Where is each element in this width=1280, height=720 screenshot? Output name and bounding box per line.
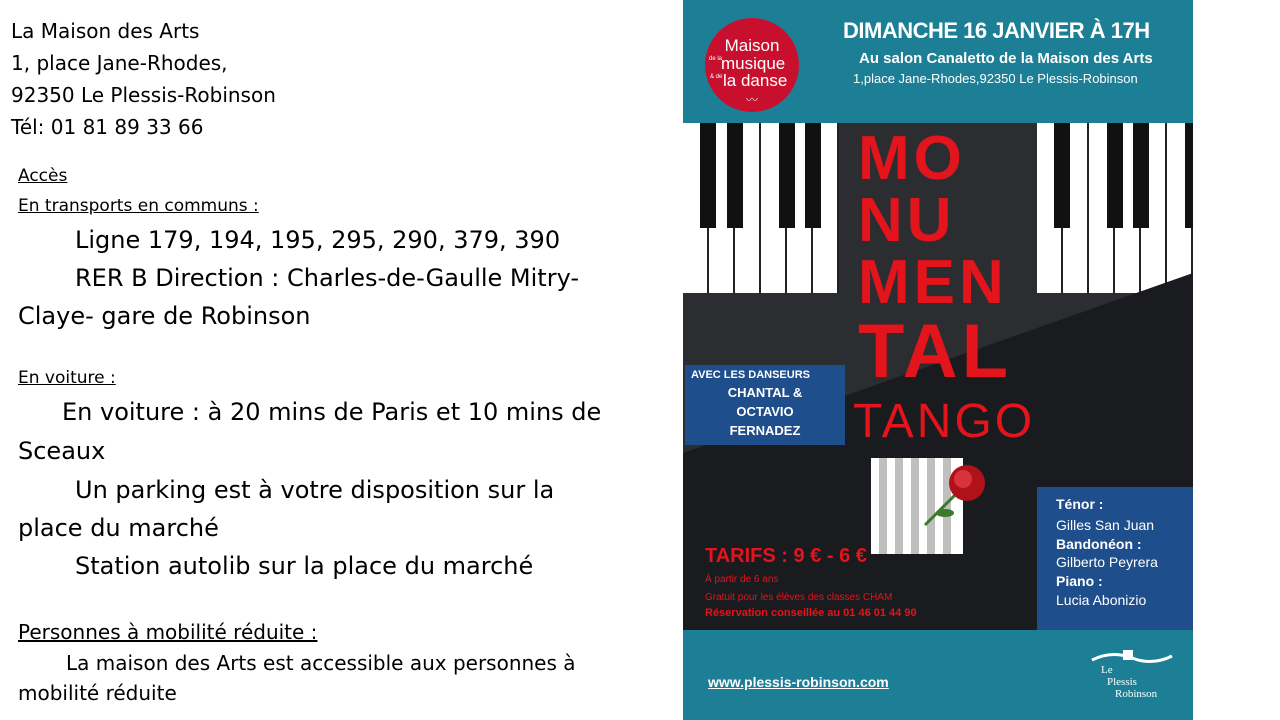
bandoneon-label: Bandonéon : [1056,536,1142,552]
venue-name: La Maison des Arts [11,19,200,43]
tarifs-free: Gratuit pour les élèves des classes CHAM [705,592,893,603]
car-heading: En voiture : [18,368,116,388]
logo-small-1: de la [709,56,723,62]
event-venue-address: 1,place Jane-Rhodes,92350 Le Plessis-Robinson [853,71,1138,86]
title-line-2: NU [858,186,956,255]
dancers-line-2: OCTAVIO [736,404,794,419]
venue-phone: Tél: 01 81 89 33 66 [11,115,204,139]
event-poster [683,0,1193,720]
city-logo-line-3: Robinson [1115,688,1158,700]
pmr-line-2: mobilité réduite [18,681,177,705]
piano-name: Lucia Abonizio [1056,592,1147,608]
logo-line-2: musique [721,54,786,73]
parking-line-1: Un parking est à votre disposition sur la [75,476,555,504]
rer-line-2: Claye- gare de Robinson [18,302,311,330]
plessis-robinson-logo [1087,648,1177,712]
musicians-box [1037,487,1193,630]
bandoneon-name: Gilberto Peyrera [1056,554,1158,570]
dancers-box [685,365,845,445]
pmr-heading: Personnes à mobilité réduite : [18,620,318,644]
venue-city: 92350 Le Plessis-Robinson [11,83,276,107]
logo-line-1: Maison [724,36,780,55]
car-line-2: Sceaux [18,437,106,465]
event-date: DIMANCHE 16 JANVIER À 17H [843,18,1150,43]
maison-musique-danse-logo [705,18,799,112]
autolib-line: Station autolib sur la place du marché [75,552,534,580]
wave-icon: 〰 [745,93,758,107]
tenor-name: Gilles San Juan [1056,517,1155,533]
tarifs: TARIFS : 9 € - 6 € [705,545,867,567]
tarifs-reservation: Réservation conseillée au 01 46 01 44 90 [705,607,917,619]
dancers-line-3: FERNADEZ [729,423,801,438]
logo-line-3: la danse [723,71,788,90]
piano-label: Piano : [1056,573,1103,589]
title-line-1: MO [858,124,966,193]
tenor-label: Ténor : [1056,496,1104,512]
transport-heading: En transports en communs : [18,196,259,216]
event-venue: Au salon Canaletto de la Maison des Arts [859,50,1153,67]
title-line-3: MEN [858,248,1008,317]
poster-subtitle: TANGO [853,395,1036,448]
venue-street: 1, place Jane-Rhodes, [11,51,228,75]
pmr-line-1: La maison des Arts est accessible aux personnes à [66,651,576,675]
parking-line-2: place du marché [18,514,219,542]
car-line-1: En voiture : à 20 mins de Paris et 10 mins de [62,398,602,426]
bus-lines: Ligne 179, 194, 195, 295, 290, 379, 390 [75,226,561,254]
logo-small-2: & de [710,74,723,80]
rose-icon [915,455,995,535]
tarifs-age: À partir de 6 ans [705,574,779,585]
dancers-line-1: CHANTAL & [727,385,803,400]
dancers-intro: AVEC LES DANSEURS [691,369,810,381]
title-line-4: TAL [858,309,1013,394]
city-logo-line-2: Plessis [1107,676,1137,688]
website-link[interactable]: www.plessis-robinson.com [708,674,889,690]
rer-line-1: RER B Direction : Charles-de-Gaulle Mitry- [75,264,580,292]
access-heading: Accès [18,166,68,186]
city-logo-line-1: Le [1101,664,1113,676]
